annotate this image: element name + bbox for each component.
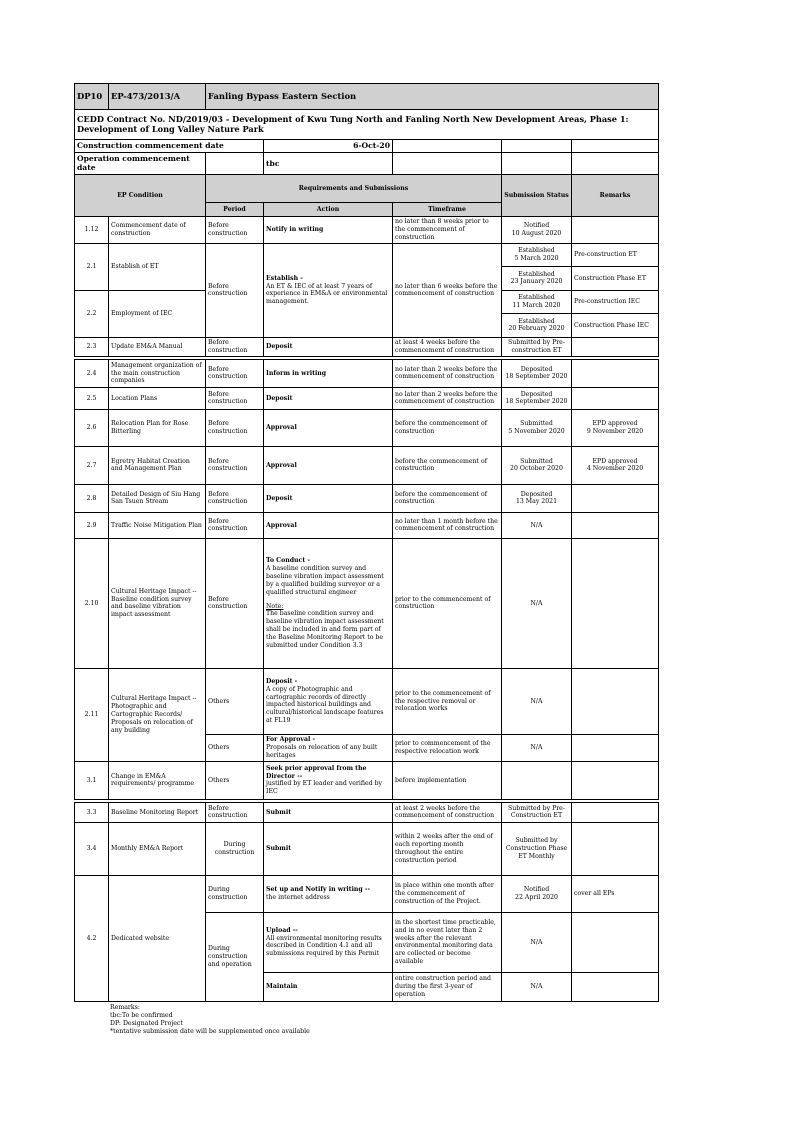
condition-number: 2.2 xyxy=(75,290,109,337)
remarks-heading: Remarks: xyxy=(110,1004,140,1011)
period: During construction and operation xyxy=(206,912,264,1001)
action: Submit xyxy=(264,822,393,875)
timeframe: before the commencement of construction xyxy=(393,484,502,512)
col-period: Period xyxy=(206,203,264,217)
action: Deposit - A copy of Photographic and cartographic records of directly impacted historical buildings and cultural/historical landscape features at FL19 xyxy=(264,668,393,734)
submission-status: Notified 10 August 2020 xyxy=(502,217,572,244)
remarks xyxy=(572,484,659,512)
remarks xyxy=(572,538,659,668)
period: Before construction xyxy=(206,484,264,512)
timeframe: prior to the commencement of the respective removal or relocation works xyxy=(393,668,502,734)
submission-status: Established 23 January 2020 xyxy=(502,266,572,290)
timeframe: at least 4 weeks before the commencement of construction xyxy=(393,337,502,356)
submission-status: N/A xyxy=(502,538,572,668)
timeframe: before the commencement of construction xyxy=(393,409,502,446)
timeframe: no later than 1 month before the commencement of construction xyxy=(393,512,502,538)
remarks xyxy=(572,802,659,822)
remarks: Pre-construction IEC xyxy=(572,290,659,313)
table-row xyxy=(75,761,659,799)
timeframe: in the shortest time practicable, and in no event later than 2 weeks after the relevant environmental monitoring data are collected or become available xyxy=(393,912,502,972)
condition-number: 2.9 xyxy=(75,512,109,538)
action: Deposit xyxy=(264,484,393,512)
remarks: EPD approved 4 November 2020 xyxy=(572,446,659,484)
remarks xyxy=(572,512,659,538)
condition-text: Relocation Plan for Rose Bitterling xyxy=(109,409,206,446)
contract-title: CEDD Contract No. ND/2019/03 - Development of Kwu Tung North and Fanling North New Development Areas, Phase 1: Development of Long Valley Nature Park xyxy=(75,110,659,140)
remarks xyxy=(572,387,659,409)
timeframe: no later than 8 weeks prior to the commencement of construction xyxy=(393,217,502,244)
table-row xyxy=(75,243,659,266)
remarks xyxy=(572,337,659,356)
table-row xyxy=(75,359,659,387)
submission-status: Established 11 March 2020 xyxy=(502,290,572,313)
remarks-line: *tentative submission date will be supplemented once available xyxy=(110,1028,310,1036)
condition-number: 2.11 xyxy=(75,668,109,761)
col-ep-condition: EP Condition xyxy=(75,175,206,217)
condition-number: 2.1 xyxy=(75,243,109,290)
action: To Conduct - A baseline condition survey and baseline vibration impact assessment by a qualified building surveyor or a qualified structural engineer Note: The baseline condition survey and baseline vibration impact assessment shall be included in and form part of the Baseline Monitoring Report to be submitted under Condition 3.3 xyxy=(264,538,393,668)
submission-status: N/A xyxy=(502,734,572,761)
submission-status: Deposited 18 September 2020 xyxy=(502,387,572,409)
col-action: Action xyxy=(264,203,393,217)
period: Before construction xyxy=(206,512,264,538)
submission-status: Deposited 18 September 2020 xyxy=(502,359,572,387)
remarks xyxy=(572,217,659,244)
condition-text: Detailed Design of Siu Hang San Tsuen Stream xyxy=(109,484,206,512)
action: Maintain xyxy=(264,972,393,1001)
period: Before construction xyxy=(206,409,264,446)
condition-number: 2.6 xyxy=(75,409,109,446)
timeframe: before implementation xyxy=(393,761,502,799)
timeframe: within 2 weeks after the end of each reporting month throughout the entire construction period xyxy=(393,822,502,875)
remarks: Pre-construction ET xyxy=(572,243,659,266)
table-row xyxy=(75,668,659,734)
period: Before construction xyxy=(206,538,264,668)
remarks xyxy=(572,668,659,734)
timeframe: at least 2 weeks before the commencement of construction xyxy=(393,802,502,822)
timeframe: no later than 2 weeks before the commencement of construction xyxy=(393,359,502,387)
period: Before construction xyxy=(206,217,264,244)
action: Deposit xyxy=(264,337,393,356)
action: Establish - An ET & IEC of at least 7 years of experience in EM&A or environmental management. xyxy=(264,243,393,337)
condition-text: Egretry Habitat Creation and Management Plan xyxy=(109,446,206,484)
condition-text: Traffic Noise Mitigation Plan xyxy=(109,512,206,538)
submission-status xyxy=(502,761,572,799)
action: Notify in writing xyxy=(264,217,393,244)
operation-date-label: Operation commencement date xyxy=(75,152,206,174)
submission-status: Established 5 March 2020 xyxy=(502,243,572,266)
ep-requirements-table xyxy=(74,83,659,1002)
condition-text: Location Plans xyxy=(109,387,206,409)
period: Before construction xyxy=(206,387,264,409)
submission-status: Notified 22 April 2020 xyxy=(502,875,572,912)
period: During construction xyxy=(206,875,264,912)
construction-date-value: 6-Oct-20 xyxy=(264,140,393,153)
submission-status: N/A xyxy=(502,668,572,734)
action: Approval xyxy=(264,446,393,484)
col-requirements: Requirements and Submissions xyxy=(206,175,502,203)
period: Others xyxy=(206,734,264,761)
condition-number: 2.4 xyxy=(75,359,109,387)
remarks xyxy=(572,912,659,972)
action: Deposit xyxy=(264,387,393,409)
period: Before construction xyxy=(206,243,264,337)
operation-date-value: tbc xyxy=(264,152,393,174)
col-remarks: Remarks xyxy=(572,175,659,217)
action: For Approval - Proposals on relocation of any built heritages xyxy=(264,734,393,761)
period: Before construction xyxy=(206,337,264,356)
col-submission-status: Submission Status xyxy=(502,175,572,217)
timeframe: prior to the commencement of construction xyxy=(393,538,502,668)
condition-number: 3.4 xyxy=(75,822,109,875)
submission-status: N/A xyxy=(502,512,572,538)
period: Before construction xyxy=(206,446,264,484)
condition-text: Update EM&A Manual xyxy=(109,337,206,356)
table-row xyxy=(75,802,659,822)
remarks xyxy=(572,972,659,1001)
col-timeframe: Timeframe xyxy=(393,203,502,217)
action: Upload -- All environmental monitoring results described in Condition 4.1 and all submissions required by this Permit xyxy=(264,912,393,972)
condition-text: Establish of ET xyxy=(109,243,206,290)
remarks-line: DP: Designated Project xyxy=(110,1020,183,1028)
submission-status: N/A xyxy=(502,912,572,972)
dp-code: DP10 xyxy=(75,84,109,110)
condition-text: Monthly EM&A Report xyxy=(109,822,206,875)
remarks xyxy=(572,822,659,875)
remarks xyxy=(572,761,659,799)
table-row xyxy=(75,875,659,912)
condition-text: Change in EM&A requirements/ programme xyxy=(109,761,206,799)
condition-number: 4.2 xyxy=(75,875,109,1001)
timeframe: before the commencement of construction xyxy=(393,446,502,484)
submission-status: Submitted by Construction Phase ET Monthly xyxy=(502,822,572,875)
action: Seek prior approval from the Director -- justified by ET leader and verified by IEC xyxy=(264,761,393,799)
table-row xyxy=(75,409,659,446)
ep-number: EP-473/2013/A xyxy=(109,84,206,110)
condition-text: Cultural Heritage Impact -- Photographic and Cartographic Records/ Proposals on relocation of any building xyxy=(109,668,206,761)
period: Before construction xyxy=(206,802,264,822)
remarks: cover all EPs xyxy=(572,875,659,912)
remarks xyxy=(572,359,659,387)
remarks: Construction Phase ET xyxy=(572,266,659,290)
condition-number: 2.5 xyxy=(75,387,109,409)
table-row xyxy=(75,387,659,409)
submission-status: Submitted by Pre-Construction ET xyxy=(502,802,572,822)
submission-status: Submitted 5 November 2020 xyxy=(502,409,572,446)
table-row xyxy=(75,512,659,538)
action: Approval xyxy=(264,409,393,446)
remarks-line: tbc:To be confirmed xyxy=(110,1012,173,1020)
remarks: EPD approved 9 November 2020 xyxy=(572,409,659,446)
condition-text: Commencement date of construction xyxy=(109,217,206,244)
timeframe: entire construction period and during the first 3-year of operation xyxy=(393,972,502,1001)
table-row xyxy=(75,217,659,244)
table-row xyxy=(75,337,659,356)
remarks: Construction Phase IEC xyxy=(572,313,659,337)
timeframe: no later than 6 weeks before the commencement of construction xyxy=(393,243,502,337)
action: Approval xyxy=(264,512,393,538)
section-title: Fanling Bypass Eastern Section xyxy=(206,84,659,110)
submission-status: Submitted 20 October 2020 xyxy=(502,446,572,484)
condition-number: 1.12 xyxy=(75,217,109,244)
remarks-notes xyxy=(110,1004,310,1036)
timeframe: in place within one month after the commencement of construction of the Project. xyxy=(393,875,502,912)
period: Others xyxy=(206,761,264,799)
table-row xyxy=(75,446,659,484)
condition-number: 2.7 xyxy=(75,446,109,484)
submission-status: Submitted by Pre-construction ET xyxy=(502,337,572,356)
condition-number: 3.3 xyxy=(75,802,109,822)
table-row xyxy=(75,538,659,668)
submission-status: Deposited 13 May 2021 xyxy=(502,484,572,512)
submission-status: N/A xyxy=(502,972,572,1001)
remarks xyxy=(572,734,659,761)
construction-date-label: Construction commencement date xyxy=(75,140,264,153)
action: Submit xyxy=(264,802,393,822)
condition-number: 2.10 xyxy=(75,538,109,668)
table-row xyxy=(75,822,659,875)
period: Before construction xyxy=(206,359,264,387)
period: During construction xyxy=(206,822,264,875)
timeframe: prior to commencement of the respective relocation work xyxy=(393,734,502,761)
condition-text: Cultural Heritage Impact -- Baseline condition survey and baseline vibration impact assessment xyxy=(109,538,206,668)
condition-text: Employment of IEC xyxy=(109,290,206,337)
condition-text: Baseline Monitoring Report xyxy=(109,802,206,822)
condition-text: Management organization of the main construction companies xyxy=(109,359,206,387)
table-row xyxy=(75,484,659,512)
action: Inform in writing xyxy=(264,359,393,387)
condition-number: 3.1 xyxy=(75,761,109,799)
action: Set up and Notify in writing -- the internet address xyxy=(264,875,393,912)
period: Others xyxy=(206,668,264,734)
condition-number: 2.3 xyxy=(75,337,109,356)
condition-number: 2.8 xyxy=(75,484,109,512)
timeframe: no later than 2 weeks before the commencement of construction xyxy=(393,387,502,409)
submission-status: Established 20 February 2020 xyxy=(502,313,572,337)
condition-text: Dedicated website xyxy=(109,875,206,1001)
